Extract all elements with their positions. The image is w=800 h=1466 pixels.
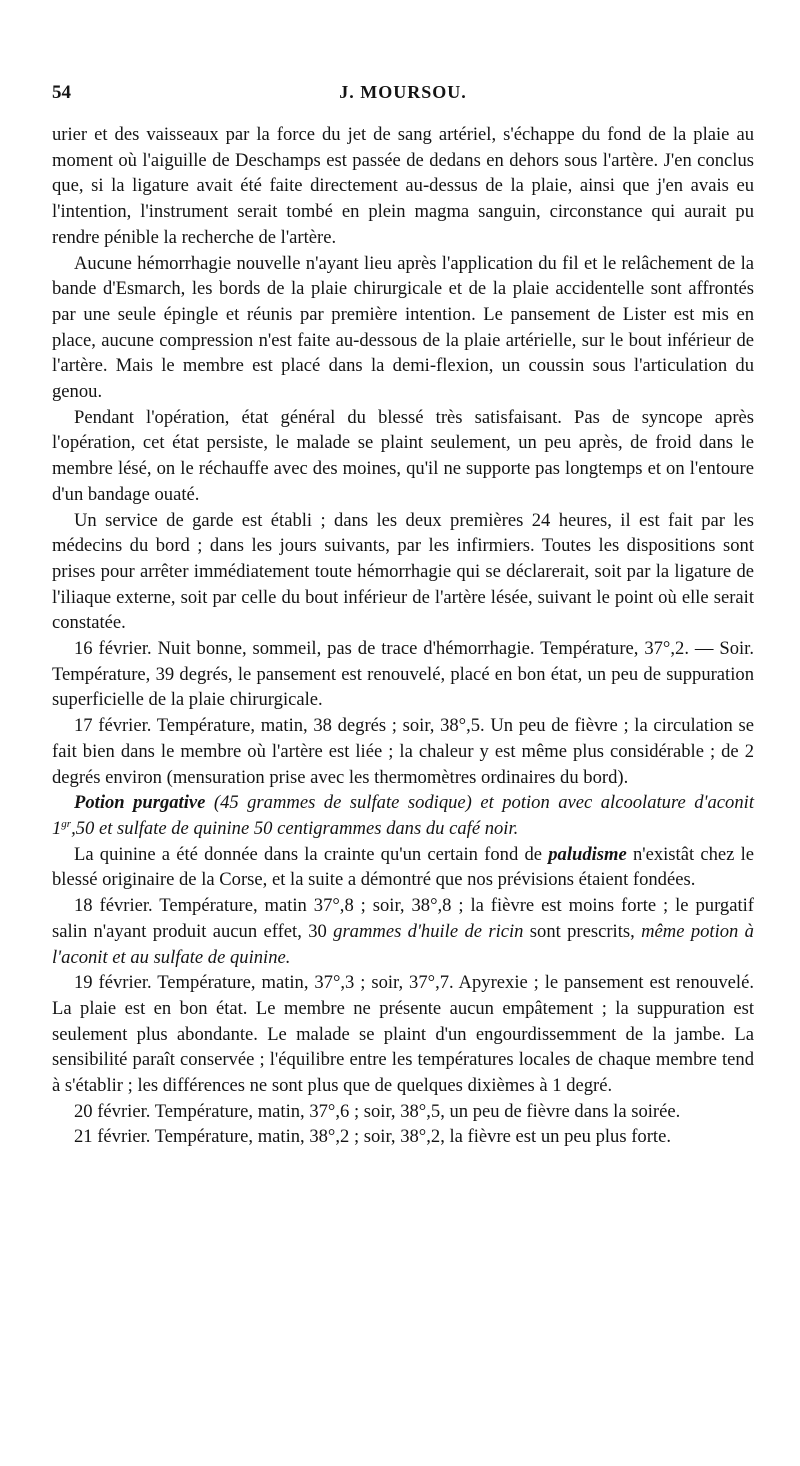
paragraph-feb-17: 17 février. Température, matin, 38 degrés ; soir, 38°,5. Un peu de fièvre ; la circulation se fait bien dans le membre où l'artère est liée ; la chaleur y est même plus considérable ; de 2 degrés environ (mensuration prise avec les thermomètres ordinaires du bord). — [52, 715, 754, 788]
body-text — [52, 122, 754, 1150]
paludisme-term: paludisme — [548, 843, 627, 865]
paragraph-feb-16: 16 février. Nuit bonne, sommeil, pas de trace d'hémorrhagie. Température, 37°,2. — Soir. Température, 39 degrés, le pansement est renouvelé, placé en bon état, un peu de suppuration superficielle de la plaie chirurgicale. — [52, 638, 754, 711]
paragraph-guard-service: Un service de garde est établi ; dans les deux premières 24 heures, il est fait par les médecins du bord ; dans les jours suivants, par les infirmiers. Toutes les dispositions sont prises pour arrêter immédiatement toute hémorrhagie qui se déclarerait, soit par la ligature de l'iliaque externe, soit par celle du bout inférieur de l'artère lésée, suivant le point où elle serait constatée. — [52, 509, 754, 634]
book-page — [52, 78, 754, 1150]
feb-18-potion: même potion à l'aconit et au sulfate de quinine. — [52, 920, 754, 968]
page-header — [52, 78, 754, 108]
page-number: 54 — [52, 82, 71, 103]
paragraph-feb-21: 21 février. Température, matin, 38°,2 ; soir, 38°,2, la fièvre est un peu plus forte. — [74, 1126, 671, 1148]
quinine-text-end: n'existât chez le blessé originaire de la Corse, et la suite a démontré que nos prévisions étaient fondées. — [52, 843, 754, 891]
quinine-text-start: La quinine a été donnée dans la crainte qu'un certain fond de — [74, 843, 543, 865]
ricin-oil-term: grammes d'huile de ricin — [333, 920, 524, 942]
feb-18-prescribed: sont prescrits, — [529, 920, 635, 942]
paragraph-prescription — [52, 790, 754, 841]
paragraph-feb-20: 20 février. Température, matin, 37°,6 ; soir, 38°,5, un peu de fièvre dans la soirée. — [74, 1100, 681, 1122]
prescription-detail: (45 grammes de sulfate sodique) et potion avec alcoolature d'aconit 1 — [52, 792, 754, 839]
paragraph-continued: urier et des vaisseaux par la force du jet de sang artériel, s'échappe du fond de la plaie au moment où l'aiguille de Deschamps est passée de dedans en dehors sous l'artère. J'en conclus que, si la ligature avait été faite directement au-dessus de la plaie, ainsi que j'en avais eu l'intention, l'instrument serait tombé en plein magma sanguin, circonstance qui aurait pu rendre pénible la recherche de l'artère. — [52, 124, 754, 248]
paragraph-operation-state: Pendant l'opération, état général du blessé très satisfaisant. Pas de syncope après l'opération, cet état persiste, le malade se plaint seulement, un peu après, de froid dans le membre lésé, on le réchauffe avec des moines, qu'il ne supporte pas longtemps et on l'entoure d'un bandage ouaté. — [52, 406, 754, 505]
paragraph-feb-19: 19 février. Température, matin, 37°,3 ; soir, 37°,7. Apyrexie ; le pansement est renouvelé. La plaie est en bon état. Le membre ne présente aucun empâtement ; la suppuration est seulement plus abondante. Le malade se plaint d'un engourdissemment de la jambe. La sensibilité paraît conservée ; l'équilibre entre les températures locales de chaque membre tend à s'établir ; les différences ne sont plus que de quelques dixièmes à 1 degré. — [52, 972, 754, 1097]
prescription-title: Potion purgative — [74, 792, 206, 814]
paragraph-feb-18 — [52, 893, 754, 970]
prescription-unit: gr — [61, 817, 72, 830]
feb-18-text: 18 février. Température, matin 37°,8 ; soir, 38°,8 ; la fièvre est moins forte ; le purgatif salin n'ayant produit aucun effet, 30 — [52, 895, 754, 942]
paragraph-quinine — [52, 842, 754, 893]
running-title: J. MOURSOU. — [339, 82, 467, 102]
paragraph-post-ligature: Aucune hémorrhagie nouvelle n'ayant lieu après l'application du fil et le relâchement de la bande d'Esmarch, les bords de la plaie chirurgicale et de la plaie accidentelle sont affrontés par une seule épingle et réunis par première intention. Le pansement de Lister est mis en place, aucune compression n'est faite au-dessous de la plaie artérielle, sur le bout inférieur de l'artère. Mais le membre est placé dans la demi-flexion, un coussin sous l'articulation du genou. — [52, 252, 754, 403]
prescription-detail-end: ,50 et sulfate de quinine 50 centigrammes dans du café noir. — [71, 817, 519, 839]
